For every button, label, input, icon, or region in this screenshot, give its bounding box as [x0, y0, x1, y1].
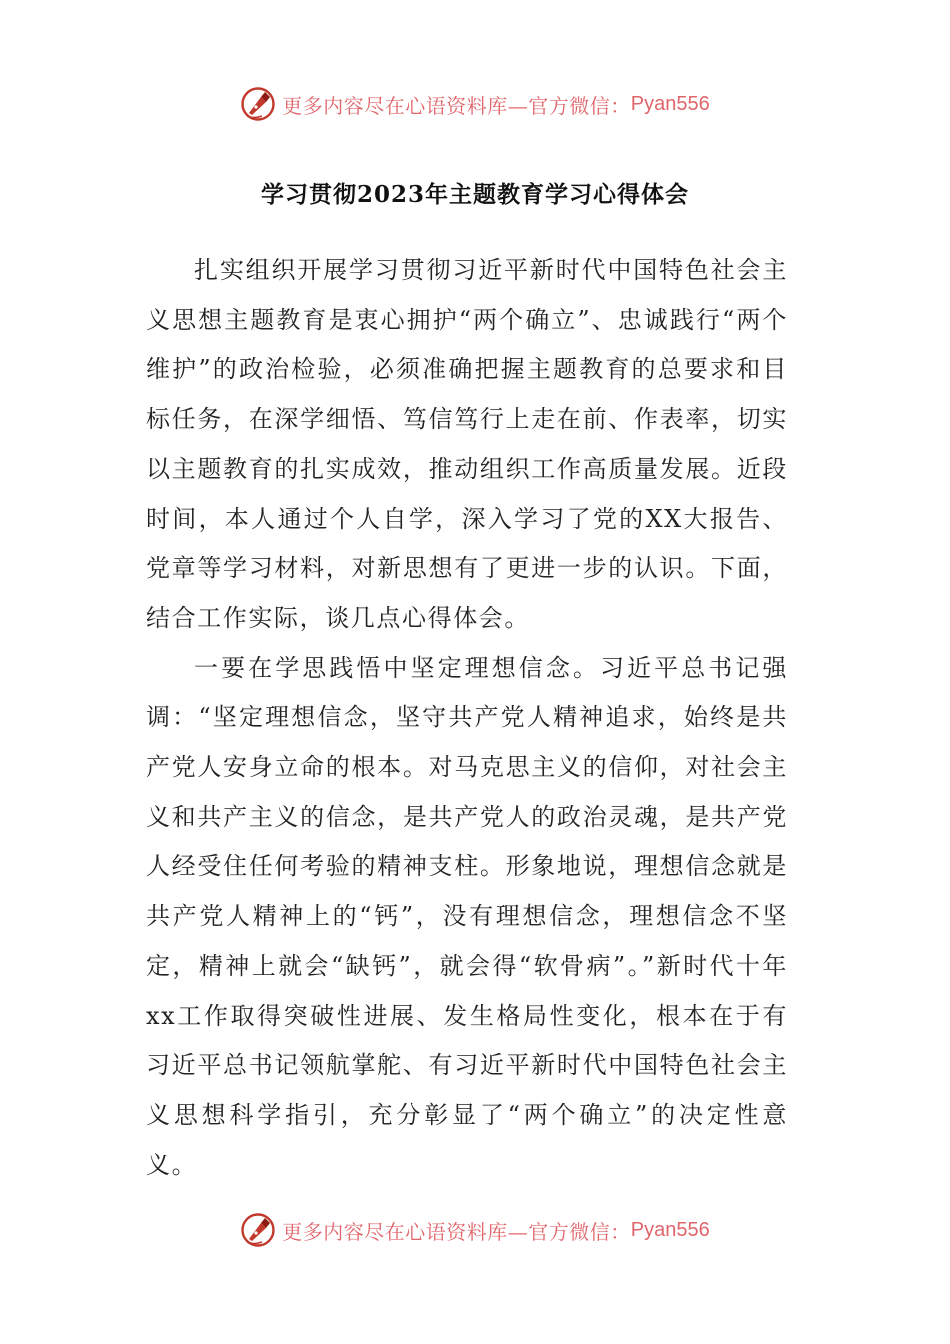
footer-banner-id: Pyan556: [630, 1218, 710, 1241]
document-body: [146, 246, 788, 1190]
footer-banner: [0, 1210, 950, 1250]
paragraph-point-one: 一要在学思践悟中坚定理想信念。习近平总书记强调：“坚定理想信念，坚守共产党人精神追求，始终是共产党人安身立命的根本。对马克思主义的信仰，对社会主义和共产主义的信念，是共产党人的政治灵魂，是共产党人经受住任何考验的精神支柱。形象地说，理想信念就是共产党人精神上的“钙”，没有理想信念，理想信念不坚定，精神上就会“缺钙”，就会得“软骨病”。”新时代十年xx工作取得突破性进展、发生格局性变化，根本在于有习近平总书记领航掌舵、有习近平新时代中国特色社会主义思想科学指引，充分彰显了“两个确立”的决定性意义。: [146, 653, 788, 1179]
header-banner-text: 更多内容尽在心语资料库—官方微信：: [282, 93, 631, 118]
pen-nib-logo-icon: [240, 86, 276, 122]
header-banner: [0, 84, 950, 124]
paragraph-intro: 扎实组织开展学习贯彻习近平新时代中国特色社会主义思想主题教育是衷心拥护“两个确立”、忠诚践行“两个维护”的政治检验，必须准确把握主题教育的总要求和目标任务，在深学细悟、笃信笃行上走在前、作表率，切实以主题教育的扎实成效，推动组织工作高质量发展。近段时间，本人通过个人自学，深入学习了党的XX大报告、党章等学习材料，对新思想有了更进一步的认识。下面，结合工作实际，谈几点心得体会。: [146, 256, 788, 632]
header-banner-id: Pyan556: [630, 92, 710, 115]
document-title: 学习贯彻2023年主题教育学习心得体会: [260, 181, 689, 208]
footer-banner-text: 更多内容尽在心语资料库—官方微信：: [282, 1219, 631, 1244]
pen-nib-logo-icon: [240, 1212, 276, 1248]
